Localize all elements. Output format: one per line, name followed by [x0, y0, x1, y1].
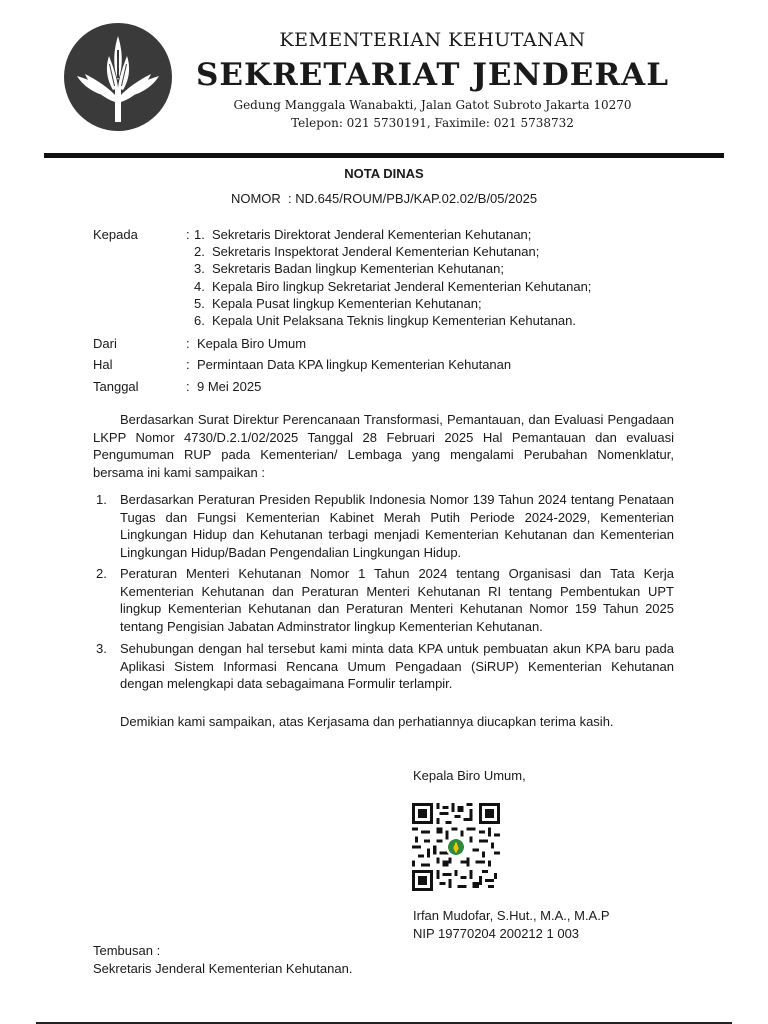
letterhead-divider: [44, 153, 724, 158]
signatory-name: Irfan Mudofar, S.Hut., M.A., M.A.P: [413, 908, 610, 923]
memo-number: NOMOR : ND.645/ROUM/PBJ/KAP.02.02/B/05/2025: [230, 191, 538, 206]
signature-position: Kepala Biro Umum,: [413, 768, 526, 783]
intro-paragraph: Berdasarkan Surat Direktur Perencanaan Transformasi, Pemantauan, dan Evaluasi Pengadaan LKPP Nomor 4730/D.2.1/02/2025 Tanggal 28 Februari 2025 Hal Pemantauan dan evaluasi Pengumuman RUP pada Kementerian/ Lembaga yang mengalami Perubahan Nomenklatur, bersama ini kami sampaikan :: [93, 412, 674, 480]
qr-code-signature-icon: [412, 803, 500, 891]
tanggal-colon: :: [186, 379, 190, 394]
list-item: 6. Kepala Unit Pelaksana Teknis lingkup Kementerian Kehutanan.: [194, 312, 576, 328]
list-item: 5. Kepala Pusat lingkup Kementerian Kehutanan;: [194, 295, 482, 311]
cc-recipient: Sekretaris Jenderal Kementerian Kehutanan.: [93, 961, 353, 976]
dari-colon: :: [186, 336, 190, 351]
hal-label: Hal: [93, 357, 113, 372]
dari-value: Kepala Biro Umum: [197, 336, 307, 351]
list-item: 3. Sekretaris Badan lingkup Kementerian Kehutanan;: [194, 261, 504, 277]
hal-colon: :: [186, 357, 190, 372]
phone-line: Telepon: 021 5730191, Faximile: 021 5738732: [291, 116, 574, 130]
list-item: 2. Peraturan Menteri Kehutanan Nomor 1 Tahun 2024 tentang Organisasi dan Tata Kerja Kementerian Kehutanan dan Peraturan Menteri Kehutanan RI tentang Pembentukan UPT lingkup Kementerian Kehutanan dan Peraturan Menteri Kehutanan Nomor 159 Tahun 2025 tentang Pengisian Jabatan Adminstrator lingkup Kementerian Kehutanan.: [96, 566, 674, 634]
list-item: 1. Sekretaris Direktorat Jenderal Kementerian Kehutanan;: [194, 227, 532, 242]
recipient-list: [194, 226, 591, 329]
tanggal-label: Tanggal: [93, 379, 139, 394]
tree-emblem-icon: [63, 22, 173, 132]
cc-label: Tembusan :: [93, 943, 161, 958]
list-item: 2. Sekretaris Inspektorat Jenderal Kementerian Kehutanan;: [194, 244, 540, 260]
tanggal-value: 9 Mei 2025: [197, 379, 262, 394]
closing-paragraph: Demikian kami sampaikan, atas Kerjasama dan perhatiannya diucapkan terima kasih.: [120, 714, 614, 729]
memo-title: NOTA DINAS: [344, 166, 424, 181]
ministry-name: KEMENTERIAN KEHUTANAN: [279, 29, 586, 51]
kepada-colon: :: [186, 227, 190, 242]
address-line: Gedung Manggala Wanabakti, Jalan Gatot Subroto Jakarta 10270: [233, 98, 632, 112]
secretariat-name: SEKRETARIAT JENDERAL: [195, 57, 669, 93]
list-item: 3. Sehubungan dengan hal tersebut kami minta data KPA untuk pembuatan akun KPA baru pada Aplikasi Sistem Informasi Rencana Umum Pengadaan (SiRUP) Kementerian Kehutanan dengan melengkapi data sebagaimana Formulir terlampir.: [96, 641, 674, 691]
hal-value: Permintaan Data KPA lingkup Kementerian Kehutanan: [197, 357, 512, 372]
signatory-nip: NIP 19770204 200212 1 003: [413, 926, 580, 941]
list-item: 1. Berdasarkan Peraturan Presiden Republik Indonesia Nomor 139 Tahun 2024 tentang Penataan Tugas dan Fungsi Kementerian Kabinet Merah Putih Periode 2024-2029, Kementerian Lingkungan Hidup dan Kehutanan terbagi menjadi Kementerian Kehutanan dan Kementerian Lingkungan Hidup/Badan Pengendalian Lingkungan Hidup.: [96, 492, 674, 560]
dari-label: Dari: [93, 336, 117, 351]
list-item: 4. Kepala Biro lingkup Sekretariat Jenderal Kementerian Kehutanan;: [194, 278, 592, 294]
letterhead: [190, 28, 675, 132]
kepada-label: Kepada: [93, 227, 138, 242]
